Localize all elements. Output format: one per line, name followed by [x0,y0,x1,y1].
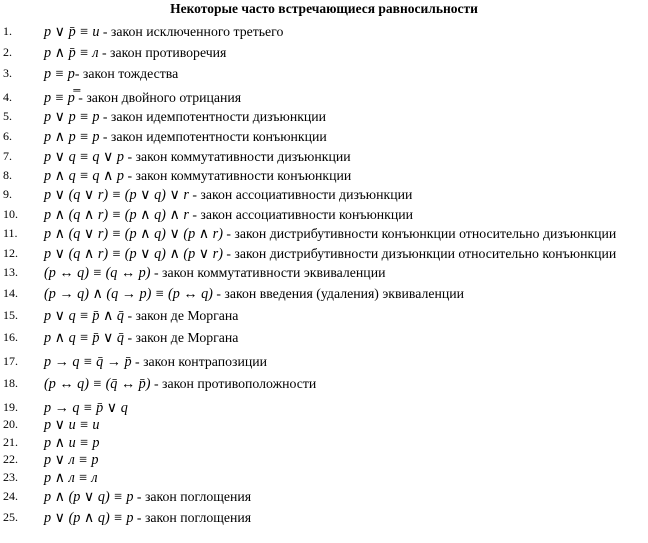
law-description: - закон дистрибутивности конъюнкции относительно дизъюнкции [222,226,617,241]
law-description: - закон тождества [74,66,179,81]
law-number: 8. [3,168,12,182]
law-description: - закон ассоциативности дизъюнкции [188,187,413,202]
law-item [0,21,648,41]
law-item [0,165,648,185]
law-number: 5. [3,109,12,123]
law-number: 18. [3,376,18,390]
law-content [44,265,385,281]
law-item [0,486,648,506]
law-item [0,449,648,469]
law-content [44,187,412,203]
law-formula: p ∧ u ≡ p [44,435,100,451]
law-number: 25. [3,510,18,524]
law-number: 11. [3,226,18,240]
law-content [44,109,326,125]
law-item [0,63,648,83]
law-formula: p ∨ (q ∨ r) ≡ (p ∨ q) ∨ r [44,187,189,203]
law-number: 7. [3,149,12,163]
law-item [0,184,648,204]
law-formula: p ∧ p ≡ p [44,129,100,145]
law-description: - закон введения (удаления) эквиваленции [212,286,464,301]
law-formula: p ∧ p̄ ≡ л [44,45,99,61]
law-item [0,262,648,282]
law-description: - закон исключенного третьего [99,24,284,39]
law-formula: p ∨ (p ∧ q) ≡ p [44,510,134,526]
law-content [44,207,413,223]
law-item [0,87,648,107]
law-formula: p ∨ (q ∧ r) ≡ (p ∨ q) ∧ (p ∨ r) [44,246,223,262]
law-description: - закон коммутативности дизъюнкции [124,149,351,164]
law-content [44,286,464,302]
law-formula: p ≡ p̿ [44,90,75,106]
law-item [0,467,648,487]
law-formula: p ∨ u ≡ u [44,417,100,433]
law-number: 24. [3,489,18,503]
law-item [0,243,648,263]
law-content [44,45,226,61]
law-item [0,507,648,527]
law-formula: p ∧ (p ∨ q) ≡ p [44,489,134,505]
law-content [44,452,99,468]
law-number: 3. [3,66,12,80]
law-formula: p ∧ л ≡ л [44,470,98,486]
law-formula: (p ↔ q) ≡ (q ↔ p) [44,265,151,281]
law-content [44,66,178,82]
law-formula: p ∨ p ≡ p [44,109,100,125]
law-content [44,246,616,262]
law-content [44,489,251,505]
law-item [0,305,648,325]
law-item [0,204,648,224]
law-number: 13. [3,265,18,279]
law-content [44,168,351,184]
law-content [44,308,238,324]
law-number: 23. [3,470,18,484]
law-number: 14. [3,286,18,300]
law-description: - закон де Моргана [124,330,239,345]
law-content [44,90,241,106]
law-number: 19. [3,400,18,414]
law-content [44,354,267,370]
law-number: 15. [3,308,18,322]
law-formula: (p ↔ q) ≡ (q̄ ↔ p̄) [44,376,151,392]
law-number: 22. [3,452,18,466]
law-content [44,376,316,392]
law-number: 17. [3,354,18,368]
law-item [0,283,648,303]
law-formula: p ∨ p̄ ≡ u [44,24,100,40]
law-description: - закон противоположности [150,376,317,391]
law-formula: (p → q) ∧ (q → p) ≡ (p ↔ q) [44,286,213,302]
law-item [0,42,648,62]
law-item [0,106,648,126]
law-number: 9. [3,187,12,201]
law-description: - закон коммутативности эквиваленции [150,265,386,280]
law-number: 4. [3,90,12,104]
law-content [44,226,616,242]
law-item [0,373,648,393]
law-formula: p ≡ p [44,66,75,82]
law-number: 20. [3,417,18,431]
law-item [0,327,648,347]
law-item [0,126,648,146]
law-item [0,414,648,434]
law-number: 21. [3,435,18,449]
law-content [44,24,283,40]
law-description: - закон идемпотентности дизъюнкции [99,109,327,124]
law-description: - закон дистрибутивности дизъюнкции относительно конъюнкции [222,246,617,261]
page-title: Некоторые часто встречающиеся равносильности [170,1,478,16]
law-item [0,351,648,371]
law-number: 6. [3,129,12,143]
law-content [44,417,99,433]
law-description: - закон коммутативности конъюнкции [124,168,352,183]
law-formula: p ∧ (q ∨ r) ≡ (p ∧ q) ∨ (p ∧ r) [44,226,223,242]
law-description: - закон поглощения [133,489,252,504]
law-item [0,146,648,166]
law-formula: p ∨ q ≡ p̄ ∧ q̄ [44,308,124,324]
law-formula: p → q ≡ p̄ ∨ q [44,400,128,416]
law-content [44,510,251,526]
law-formula: p ∧ q ≡ p̄ ∨ q̄ [44,330,124,346]
law-description: - закон контрапозиции [131,354,267,369]
law-content [44,149,351,165]
law-item [0,223,648,243]
law-number: 10. [3,207,18,221]
law-description: - закон идемпотентности конъюнкции [99,129,327,144]
law-formula: p ∨ q ≡ q ∨ p [44,149,124,165]
law-number: 16. [3,330,18,344]
law-description: - закон де Моргана [124,308,239,323]
law-content [44,470,98,486]
law-formula: p ∧ q ≡ q ∧ p [44,168,124,184]
law-formula: p → q ≡ q̄ → p̄ [44,354,132,370]
law-number: 12. [3,246,18,260]
law-description: - закон двойного отрицания [74,90,242,105]
law-number: 1. [3,24,12,38]
law-formula: p ∧ (q ∧ r) ≡ (p ∧ q) ∧ r [44,207,189,223]
law-formula: p ∨ л ≡ p [44,452,99,468]
law-description: - закон ассоциативности конъюнкции [188,207,414,222]
law-number: 2. [3,45,12,59]
law-content [44,129,327,145]
law-description: - закон поглощения [133,510,252,525]
law-content [44,330,238,346]
law-description: - закон противоречия [98,45,227,60]
